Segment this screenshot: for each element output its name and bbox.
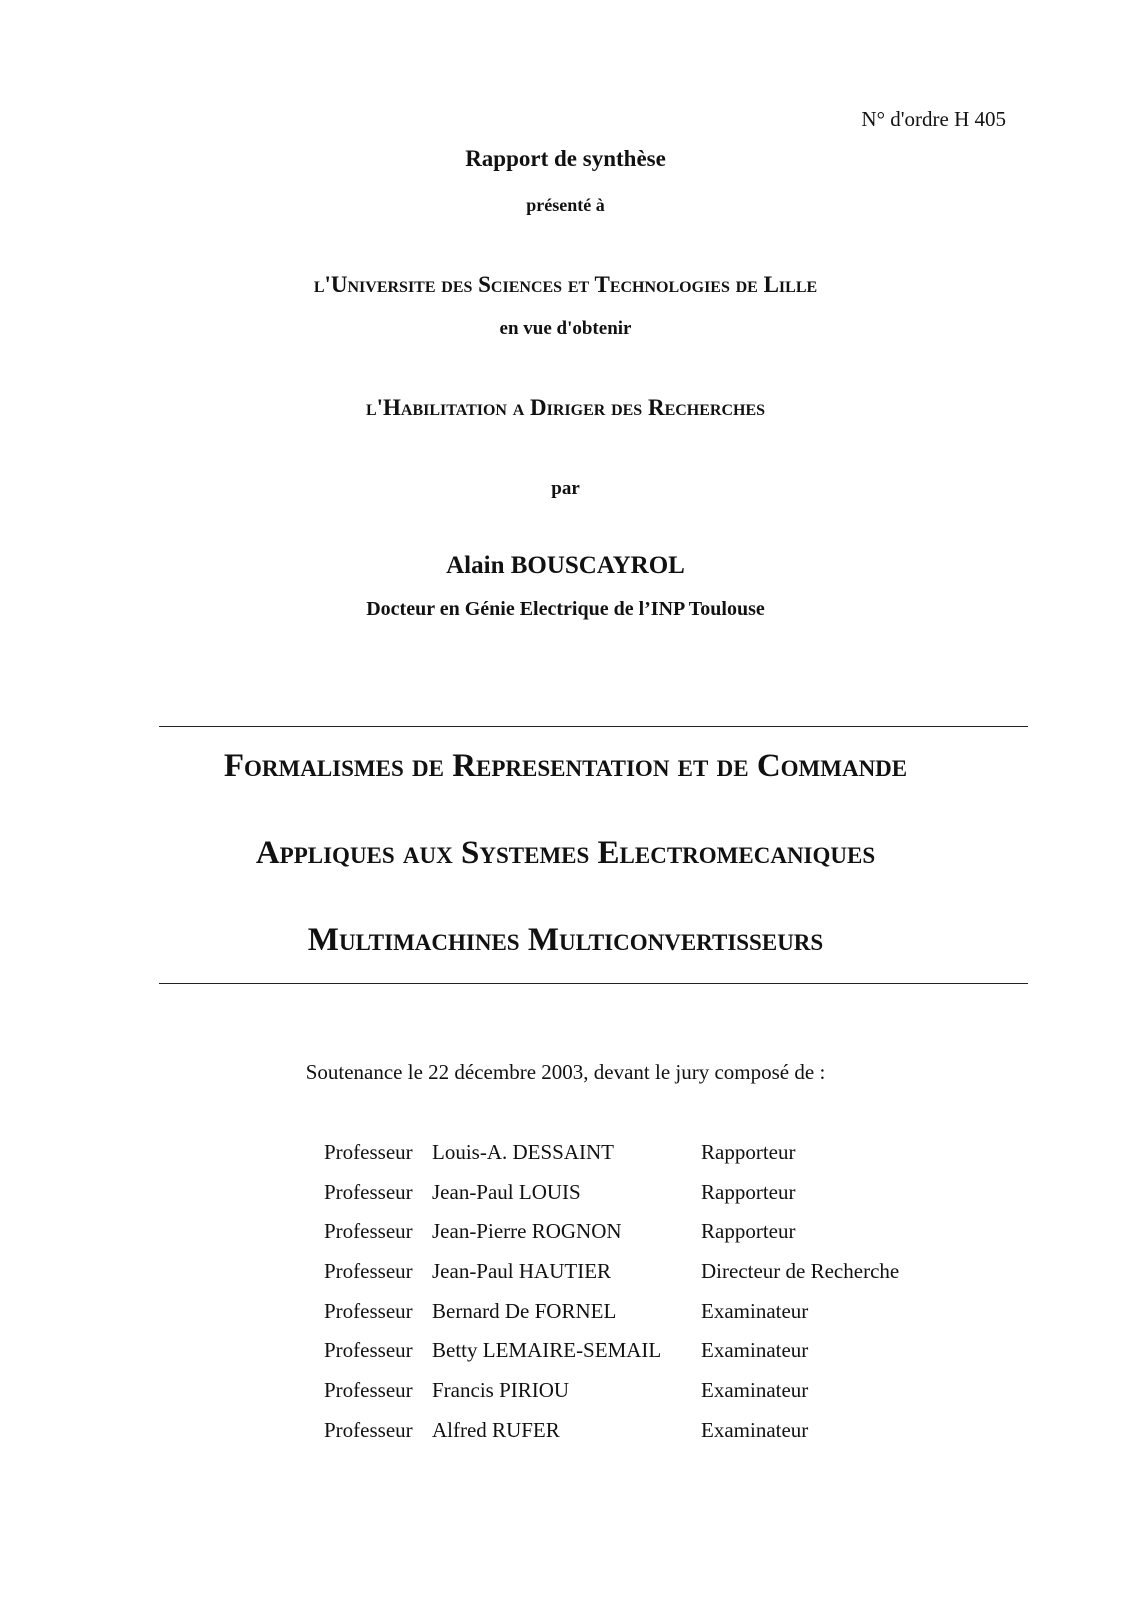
jury-member-rank: Professeur	[324, 1140, 413, 1164]
by-label: par	[551, 478, 580, 499]
jury-member-rank: Professeur	[324, 1219, 413, 1244]
jury-member-name: Betty LEMAIRE-SEMAIL	[432, 1338, 662, 1363]
jury-member-rank: Professeur	[324, 1298, 413, 1323]
thesis-title-line: Appliques aux Systemes Electromecaniques	[255, 835, 876, 871]
jury-member-role: Examinateur	[701, 1338, 809, 1363]
jury-member-rank: Professeur	[324, 1378, 413, 1403]
jury-member-name: Jean-Paul HAUTIER	[432, 1259, 612, 1284]
jury-member-name: Louis-A. DESSAINT	[432, 1140, 614, 1164]
jury-member-rank: Professeur	[324, 1338, 413, 1363]
jury-member-name: Jean-Paul LOUIS	[432, 1179, 581, 1204]
author-name: Alain BOUSCAYROL	[446, 552, 685, 579]
jury-member-name: Bernard De FORNEL	[432, 1298, 617, 1323]
jury-member-role: Examinateur	[701, 1378, 809, 1403]
jury-member-name: Alfred RUFER	[432, 1417, 560, 1442]
degree-name: l'Habilitation a Diriger des Recherches	[365, 395, 766, 420]
jury-member-rank: Professeur	[324, 1259, 413, 1284]
order-number: N° d'ordre H 405	[861, 107, 1006, 131]
jury-member-role: Directeur de Recherche	[701, 1259, 900, 1284]
defense-statement: Soutenance le 22 décembre 2003, devant le jury composé de :	[305, 1060, 826, 1084]
jury-member-role: Examinateur	[701, 1298, 809, 1323]
jury-member-role: Rapporteur	[701, 1219, 796, 1244]
university-name: l'Universite des Sciences et Technologies de Lille	[313, 272, 818, 297]
title-top-rule	[159, 726, 1028, 727]
jury-member-name: Jean-Pierre ROGNON	[432, 1219, 622, 1244]
thesis-title-line: Multimachines Multiconvertisseurs	[307, 922, 824, 958]
title-bottom-rule	[159, 983, 1028, 984]
in-order-to: en vue d'obtenir	[499, 318, 632, 339]
jury-member-rank: Professeur	[324, 1417, 413, 1442]
jury-member-rank: Professeur	[324, 1179, 413, 1204]
author-title: Docteur en Génie Electrique de l’INP Toulouse	[366, 598, 765, 620]
jury-member-role: Examinateur	[701, 1417, 809, 1442]
jury-member-name: Francis PIRIOU	[432, 1378, 570, 1403]
jury-member-role: Rapporteur	[701, 1179, 796, 1204]
jury-member-role: Rapporteur	[701, 1140, 796, 1164]
presented-to: présenté à	[526, 195, 605, 215]
thesis-title-line: Formalismes de Representation et de Commande	[223, 748, 908, 784]
report-type: Rapport de synthèse	[465, 146, 666, 171]
